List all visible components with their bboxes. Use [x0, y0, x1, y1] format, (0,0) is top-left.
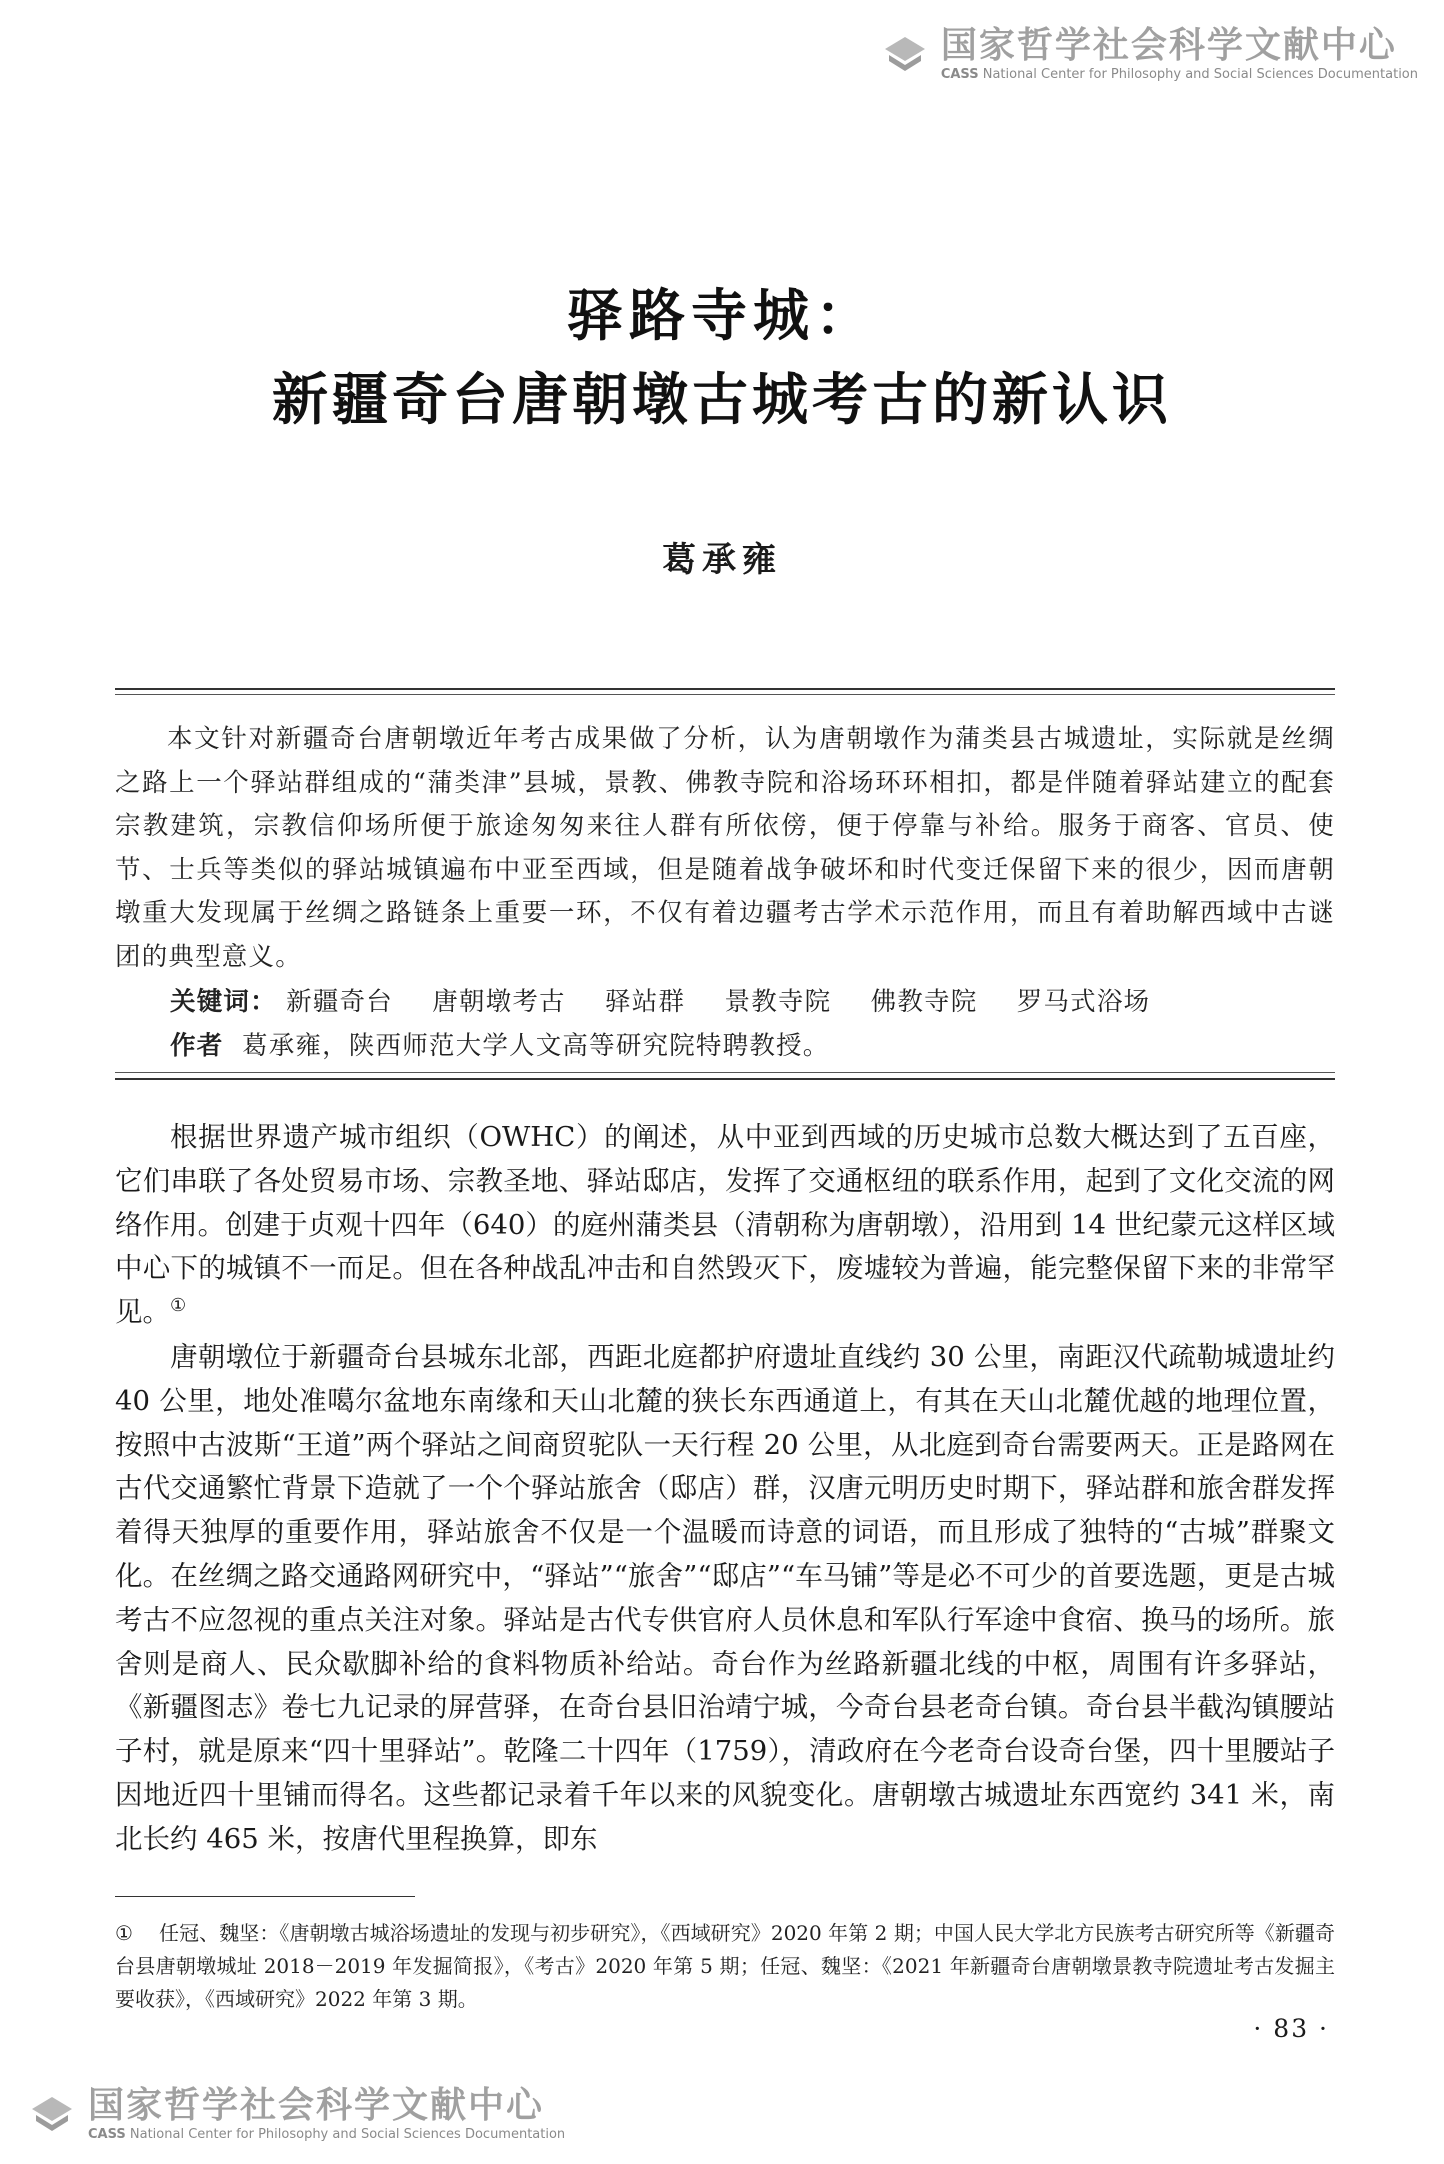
body-paragraph-2: 唐朝墩位于新疆奇台县城东北部，西距北庭都护府遗址直线约 30 公里，南距汉代疏勒城遗址约 40 公里，地处准噶尔盆地东南缘和天山北麓的狭长东西通道上，有其在天山北麓优越的地理位置，按照中古波斯“王道”两个驿站之间商贸驼队一天行程 20 公里，从北庭到奇台需要两天。正是路网在古代交通繁忙背景下造就了一个个驿站旅舍（邸店）群，汉唐元明历史时期下，驿站群和旅舍群发挥着得天独厚的重要作用，驿站旅舍不仅是一个温暖而诗意的词语，而且形成了独特的“古城”群聚文化。在丝绸之路交通路网研究中，“驿站”“旅舍”“邸店”“车马铺”等是必不可少的首要选题，更是古城考古不应忽视的重点关注对象。驿站是古代专供官府人员休息和军队行军途中食宿、换马的场所。旅舍则是商人、民众歇脚补给的食料物质补给站。奇台作为丝路新疆北线的中枢，周围有许多驿站，《新疆图志》卷七九记录的屏营驿，在奇台县旧治靖宁城，今奇台县老奇台镇。奇台县半截沟镇腰站子村，就是原来“四十里驿站”。乾隆二十四年（1759），清政府在今老奇台设奇台堡，四十里腰站子因地近四十里铺而得名。这些都记录着千年以来的风貌变化。唐朝墩古城遗址东西宽约 341 米，南北长约 465 米，按唐代里程换算，即东 [115, 1341, 1335, 1855]
keyword: 驿站群 [605, 987, 686, 1017]
cass-logo-icon [26, 2093, 78, 2137]
watermark-name-cn: 国家哲学社会科学文献中心 [88, 2085, 545, 2126]
footnote [115, 1917, 1335, 2016]
abstract-bottom-rule [115, 1078, 1335, 1080]
abstract-bottom-rule-thin [115, 1072, 1335, 1073]
author-info [170, 1026, 829, 1062]
page-number: · 83 · [1253, 2014, 1329, 2043]
footnote-ref[interactable]: ① [170, 1295, 187, 1317]
title-line-2: 新疆奇台唐朝墩古城考古的新认识 [272, 368, 1172, 433]
footnote-marker: ① [115, 1921, 133, 1945]
abstract: 本文针对新疆奇台唐朝墩近年考古成果做了分析，认为唐朝墩作为蒲类县古城遗址，实际就是丝绸之路上一个驿站群组成的“蒲类津”县城，景教、佛教寺院和浴场环环相扣，都是伴随着驿站建立的配套宗教建筑，宗教信仰场所便于旅途匆匆来往人群有所依傍，便于停靠与补给。服务于商客、官员、使节、士兵等类似的驿站城镇遍布中亚至西域，但是随着战争破坏和时代变迁保留下来的很少，因而唐朝墩重大发现属于丝绸之路链条上重要一环，不仅有着边疆考古学术示范作用，而且有着助解西域中古谜团的典型意义。 [115, 724, 1335, 972]
abstract-top-rule [115, 688, 1335, 690]
watermark-name-en: CASS National Center for Philosophy and Social Sciences Documentation [940, 67, 1418, 82]
watermark-name-en: CASS National Center for Philosophy and Social Sciences Documentation [88, 2127, 566, 2142]
keywords [170, 982, 1180, 1018]
abstract-top-rule-thin [115, 694, 1335, 695]
author-info-text: 葛承雍，陕西师范大学人文高等研究院特聘教授。 [242, 1031, 830, 1061]
keyword: 新疆奇台 [286, 987, 393, 1017]
keyword: 唐朝墩考古 [432, 987, 566, 1017]
watermark-logo-top [879, 25, 1418, 82]
footnote-rule [115, 1896, 415, 1897]
keyword: 景教寺院 [724, 987, 832, 1017]
keyword: 佛教寺院 [870, 987, 978, 1017]
footnote-text: 任冠、魏坚：《唐朝墩古城浴场遗址的发现与初步研究》，《西域研究》2020 年第 2 期；中国人民大学北方民族考古研究所等《新疆奇台县唐朝墩城址 2018－2019 年发掘简报》，《考古》2020 年第 5 期；任冠、魏坚：《2021 年新疆奇台唐朝墩景教寺院遗址考古发掘主要收获》，《西域研究》2022 年第 3 期。 [115, 1921, 1335, 2011]
cass-logo-icon [879, 33, 931, 77]
keyword: 罗马式浴场 [1016, 987, 1151, 1017]
title-line-1: 驿路寺城： [567, 284, 877, 349]
author-info-label: 作者 [170, 1031, 224, 1061]
watermark-logo-bottom [26, 2085, 566, 2142]
body-paragraph-1: 根据世界遗产城市组织（OWHC）的阐述，从中亚到西域的历史城市总数大概达到了五百座，它们串联了各处贸易市场、宗教圣地、驿站邸店，发挥了交通枢纽的联系作用，起到了文化交流的网络作用。创建于贞观十四年（640）的庭州蒲类县（清朝称为唐朝墩），沿用到 14 世纪蒙元这样区域中心下的城镇不一而足。但在各种战乱冲击和自然毁灭下，废墟较为普遍，能完整保留下来的非常罕见。① [115, 1121, 1335, 1329]
author-name: 葛承雍 [662, 540, 782, 580]
keywords-label: 关键词： [170, 987, 277, 1017]
watermark-name-cn: 国家哲学社会科学文献中心 [940, 25, 1397, 66]
